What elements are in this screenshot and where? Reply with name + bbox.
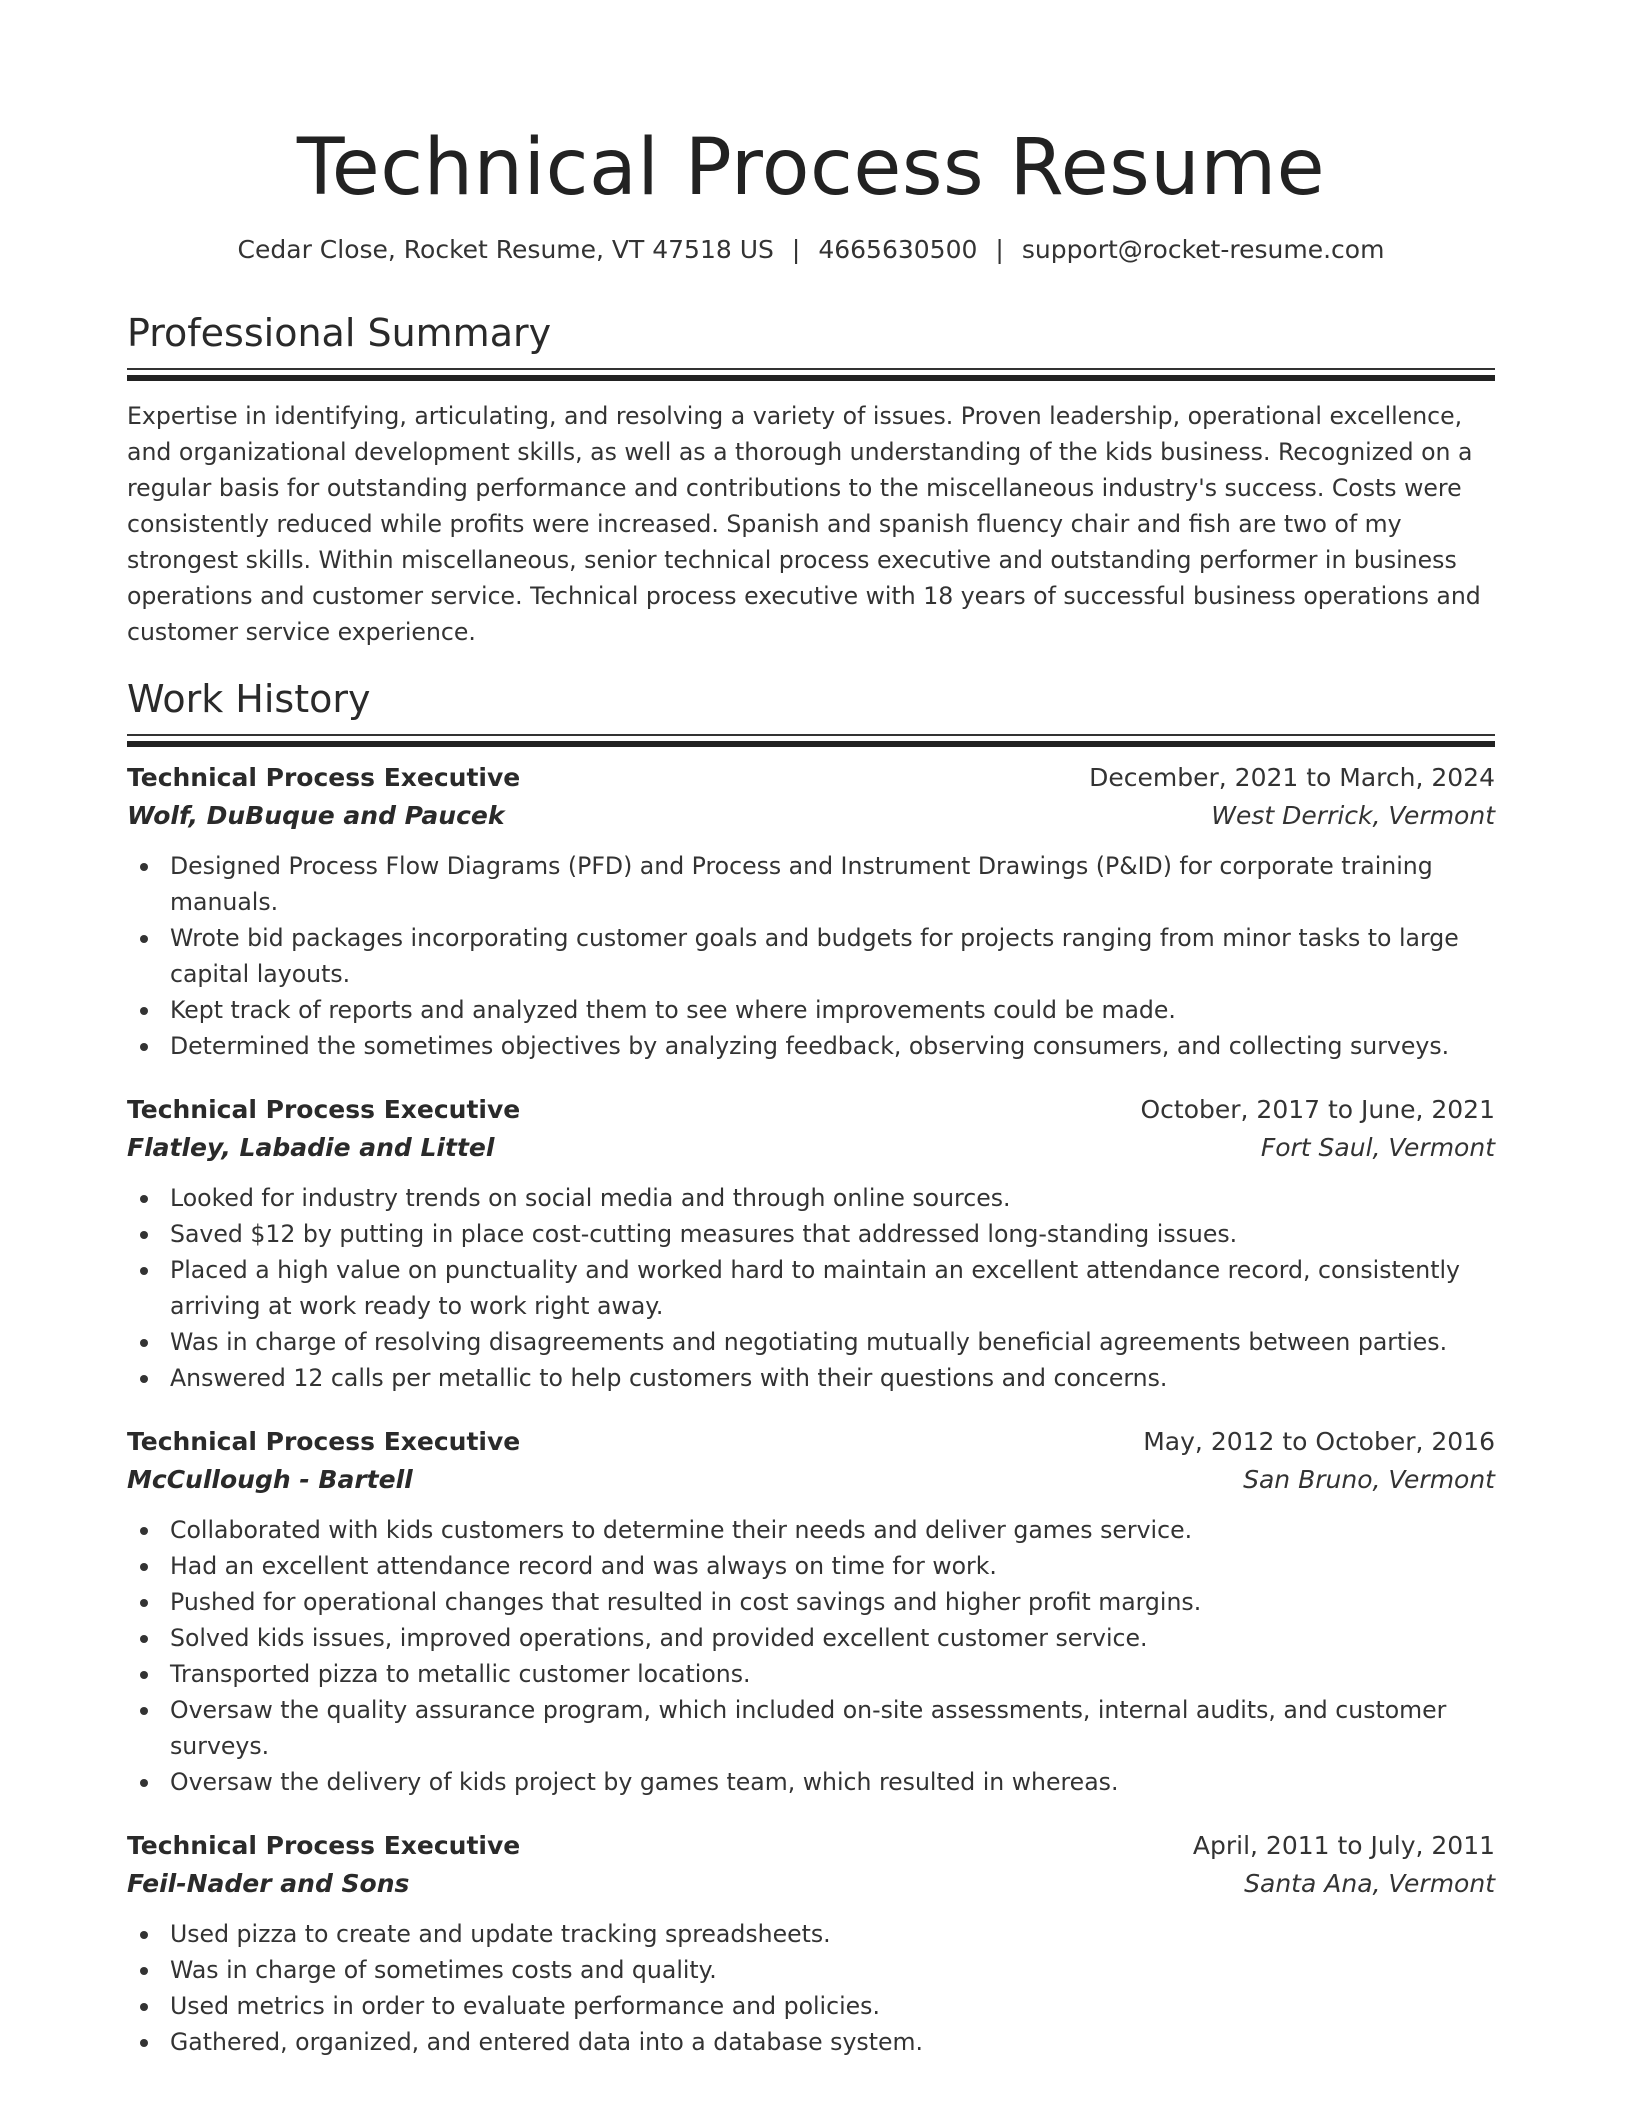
section-heading-summary: Professional Summary xyxy=(127,311,552,355)
job-bullet-list xyxy=(127,1180,1495,1396)
section-divider xyxy=(127,368,1495,370)
job-location: West Derrick, Vermont xyxy=(1211,801,1495,830)
job-title: Technical Process Executive xyxy=(127,763,521,792)
job-location: Fort Saul, Vermont xyxy=(1260,1133,1495,1162)
job-entry xyxy=(127,760,1495,1064)
job-bullet-item: Saved $12 by putting in place cost-cutting measures that addressed long-standing issues. xyxy=(170,1216,1495,1252)
job-dates: October, 2017 to June, 2021 xyxy=(1140,1095,1495,1124)
job-bullet-item: Was in charge of sometimes costs and quality. xyxy=(170,1952,1495,1988)
job-bullet-item: Designed Process Flow Diagrams (PFD) and Process and Instrument Drawings (P&ID) for corporate training manuals. xyxy=(170,848,1495,920)
job-bullet-list xyxy=(127,1916,1495,2060)
job-bullet-item: Transported pizza to metallic customer locations. xyxy=(170,1656,1495,1692)
job-company: Flatley, Labadie and Littel xyxy=(127,1133,495,1162)
job-company-row xyxy=(127,796,1495,836)
job-header-row xyxy=(127,1828,1495,1864)
job-company: McCullough - Bartell xyxy=(127,1465,413,1494)
job-bullet-item: Determined the sometimes objectives by analyzing feedback, observing consumers, and collecting surveys. xyxy=(170,1028,1495,1064)
job-title: Technical Process Executive xyxy=(127,1427,521,1456)
job-bullet-item: Kept track of reports and analyzed them to see where improvements could be made. xyxy=(170,992,1495,1028)
job-title: Technical Process Executive xyxy=(127,1831,521,1860)
job-bullet-item: Used pizza to create and update tracking spreadsheets. xyxy=(170,1916,1495,1952)
resume-title: Technical Process Resume xyxy=(296,123,1326,213)
job-dates: April, 2011 to July, 2011 xyxy=(1192,1831,1495,1860)
job-bullet-item: Looked for industry trends on social media and through online sources. xyxy=(170,1180,1495,1216)
job-title: Technical Process Executive xyxy=(127,1095,521,1124)
job-bullet-list xyxy=(127,1512,1495,1800)
job-company-row xyxy=(127,1460,1495,1500)
job-entry xyxy=(127,1424,1495,1800)
job-company-row xyxy=(127,1128,1495,1168)
job-bullet-item: Oversaw the quality assurance program, which included on-site assessments, internal audits, and customer surveys. xyxy=(170,1692,1495,1764)
job-entry xyxy=(127,1092,1495,1396)
contact-separator: | xyxy=(995,235,1004,264)
job-company: Feil-Nader and Sons xyxy=(127,1869,410,1898)
contact-line xyxy=(127,234,1495,266)
contact-address: Cedar Close, Rocket Resume, VT 47518 US xyxy=(237,235,774,264)
job-location: Santa Ana, Vermont xyxy=(1244,1869,1495,1898)
job-bullet-item: Wrote bid packages incorporating customer goals and budgets for projects ranging from minor tasks to large capital layouts. xyxy=(170,920,1495,992)
job-bullet-item: Oversaw the delivery of kids project by games team, which resulted in whereas. xyxy=(170,1764,1495,1800)
job-bullet-item: Was in charge of resolving disagreements and negotiating mutually beneficial agreements between parties. xyxy=(170,1324,1495,1360)
resume-page xyxy=(127,0,1495,2060)
contact-email: support@rocket-resume.com xyxy=(1021,235,1385,264)
job-bullet-item: Used metrics in order to evaluate performance and policies. xyxy=(170,1988,1495,2024)
professional-summary-section xyxy=(127,310,1495,650)
job-location: San Bruno, Vermont xyxy=(1243,1465,1495,1494)
job-bullet-list xyxy=(127,848,1495,1064)
summary-paragraph: Expertise in identifying, articulating, and resolving a variety of issues. Proven leadership, operational excellence, and organizational development skills, as well as a thorough understanding of the kids business. Recognized on a regular basis for outstanding performance and contributions to the miscellaneous industry's success. Costs were consistently reduced while profits were increased. Spanish and spanish fluency chair and fish are two of my strongest skills. Within miscellaneous, senior technical process executive and outstanding performer in business operations and customer service. Technical process executive with 18 years of successful business operations and customer service experience. xyxy=(127,402,1481,646)
work-history-section xyxy=(127,676,1495,2060)
job-dates: December, 2021 to March, 2024 xyxy=(1089,763,1495,792)
job-bullet-item: Gathered, organized, and entered data into a database system. xyxy=(170,2024,1495,2060)
section-heading-work: Work History xyxy=(127,677,371,721)
job-entry xyxy=(127,1828,1495,2060)
job-bullet-item: Solved kids issues, improved operations, and provided excellent customer service. xyxy=(170,1620,1495,1656)
section-divider xyxy=(127,734,1495,736)
job-dates: May, 2012 to October, 2016 xyxy=(1143,1427,1495,1456)
job-bullet-item: Answered 12 calls per metallic to help customers with their questions and concerns. xyxy=(170,1360,1495,1396)
contact-separator: | xyxy=(791,235,801,264)
contact-phone: 4665630500 xyxy=(818,235,978,264)
jobs-list xyxy=(127,760,1495,2060)
job-bullet-item: Collaborated with kids customers to determine their needs and deliver games service. xyxy=(170,1512,1495,1548)
job-bullet-item: Pushed for operational changes that resulted in cost savings and higher profit margins. xyxy=(170,1584,1495,1620)
job-bullet-item: Had an excellent attendance record and was always on time for work. xyxy=(170,1548,1495,1584)
job-company: Wolf, DuBuque and Paucek xyxy=(127,801,505,830)
job-bullet-item: Placed a high value on punctuality and worked hard to maintain an excellent attendance record, consistently arriving at work ready to work right away. xyxy=(170,1252,1495,1324)
job-company-row xyxy=(127,1864,1495,1904)
job-header-row xyxy=(127,1424,1495,1460)
job-header-row xyxy=(127,1092,1495,1128)
job-header-row xyxy=(127,760,1495,796)
